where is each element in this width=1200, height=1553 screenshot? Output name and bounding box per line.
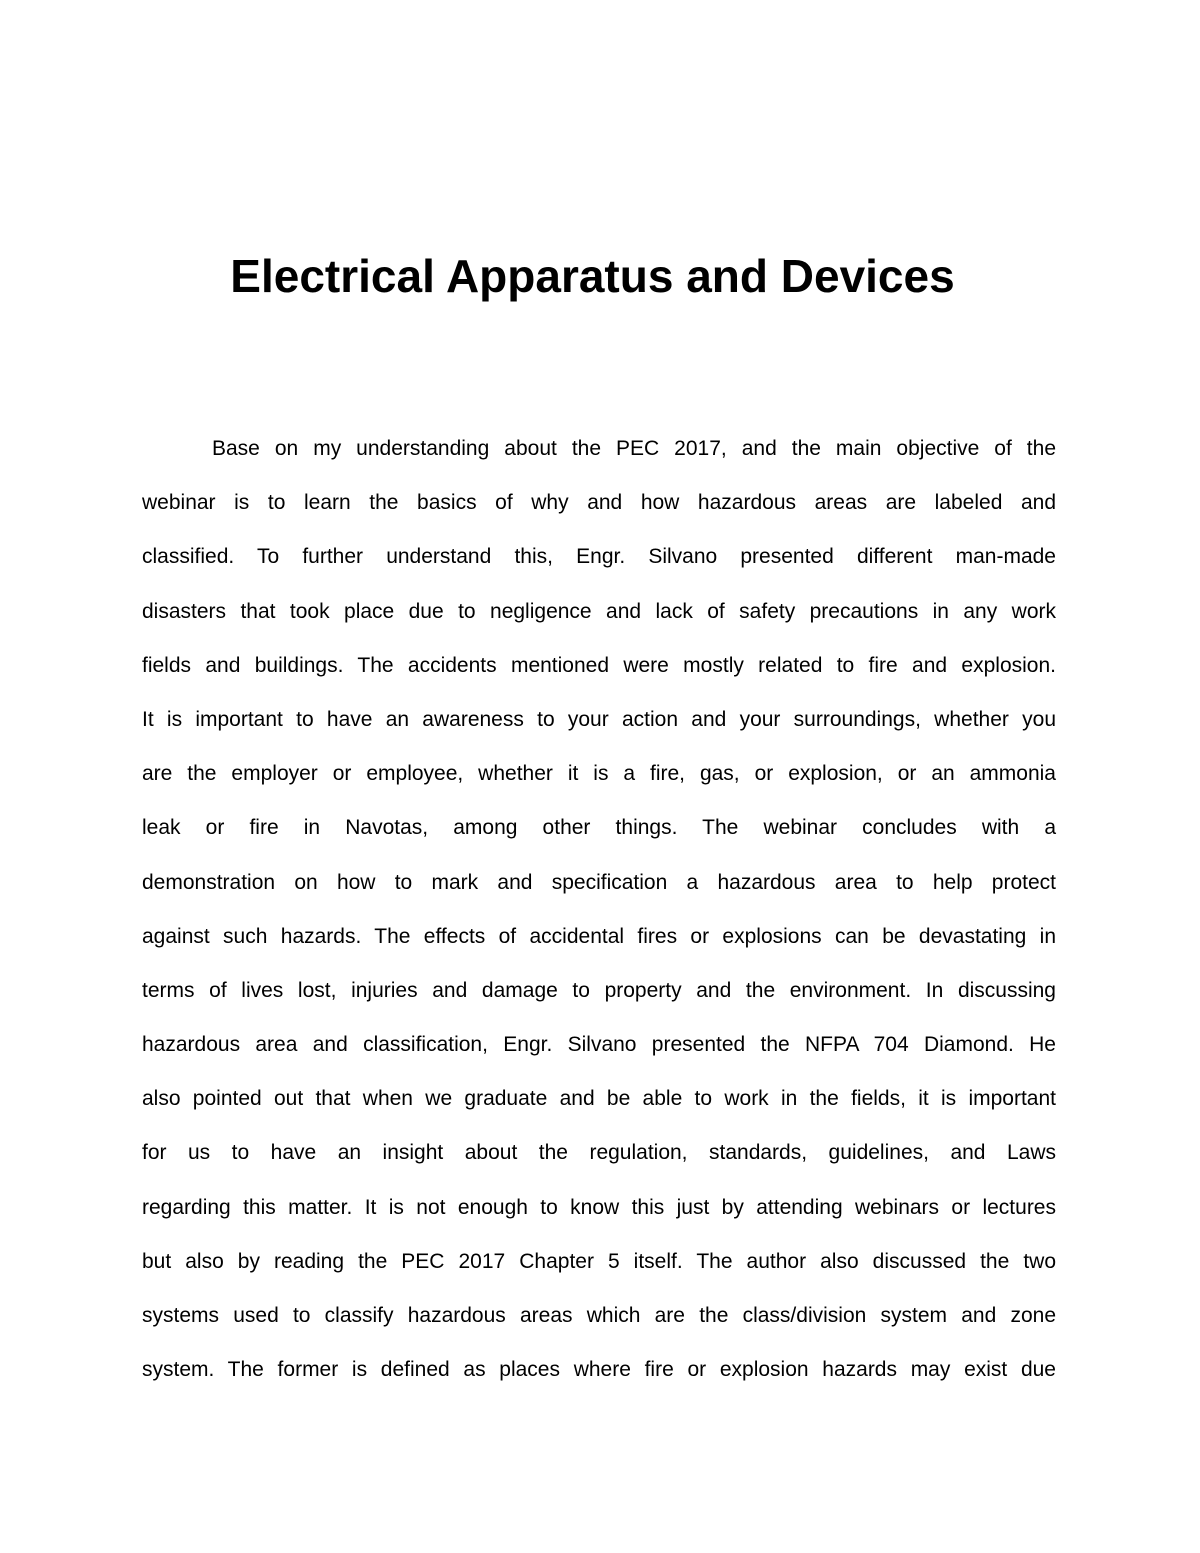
body-line: systems used to classify hazardous areas which are the class/division system and zone [142,1304,1056,1327]
body-line: for us to have an insight about the regulation, standards, guidelines, and Laws [142,1141,1056,1165]
body-line: also pointed out that when we graduate and be able to work in the fields, it is important [142,1087,1056,1111]
body-line: fields and buildings. The accidents mentioned were mostly related to fire and explosion. [142,653,1056,677]
body-line: webinar is to learn the basics of why and how hazardous areas are labeled and [142,491,1056,515]
body-line: system. The former is defined as places where fire or explosion hazards may exist due [142,1358,1056,1382]
body-line: against such hazards. The effects of accidental fires or explosions can be devastating in [142,924,1056,948]
body-line: leak or fire in Navotas, among other things. The webinar concludes with a [142,816,1056,840]
body-line: demonstration on how to mark and specification a hazardous area to help protect [142,870,1056,894]
document-body [142,422,1056,1397]
body-line: but also by reading the PEC 2017 Chapter 5 itself. The author also discussed the two [142,1249,1056,1273]
body-line: are the employer or employee, whether it is a fire, gas, or explosion, or an ammonia [142,762,1056,786]
body-line: classified. To further understand this, Engr. Silvano presented different man-made [142,545,1056,569]
body-line: terms of lives lost, injuries and damage to property and the environment. In discussing [142,978,1056,1002]
body-line: hazardous area and classification, Engr. Silvano presented the NFPA 704 Diamond. He [142,1033,1056,1057]
body-line: disasters that took place due to negligence and lack of safety precautions in any work [142,599,1056,623]
body-line: regarding this matter. It is not enough to know this just by attending webinars or lectures [142,1195,1056,1219]
document-title: Electrical Apparatus and Devices [230,250,955,302]
body-line: It is important to have an awareness to your action and your surroundings, whether you [142,707,1056,731]
body-line: Base on my understanding about the PEC 2017, and the main objective of the [212,437,1056,460]
